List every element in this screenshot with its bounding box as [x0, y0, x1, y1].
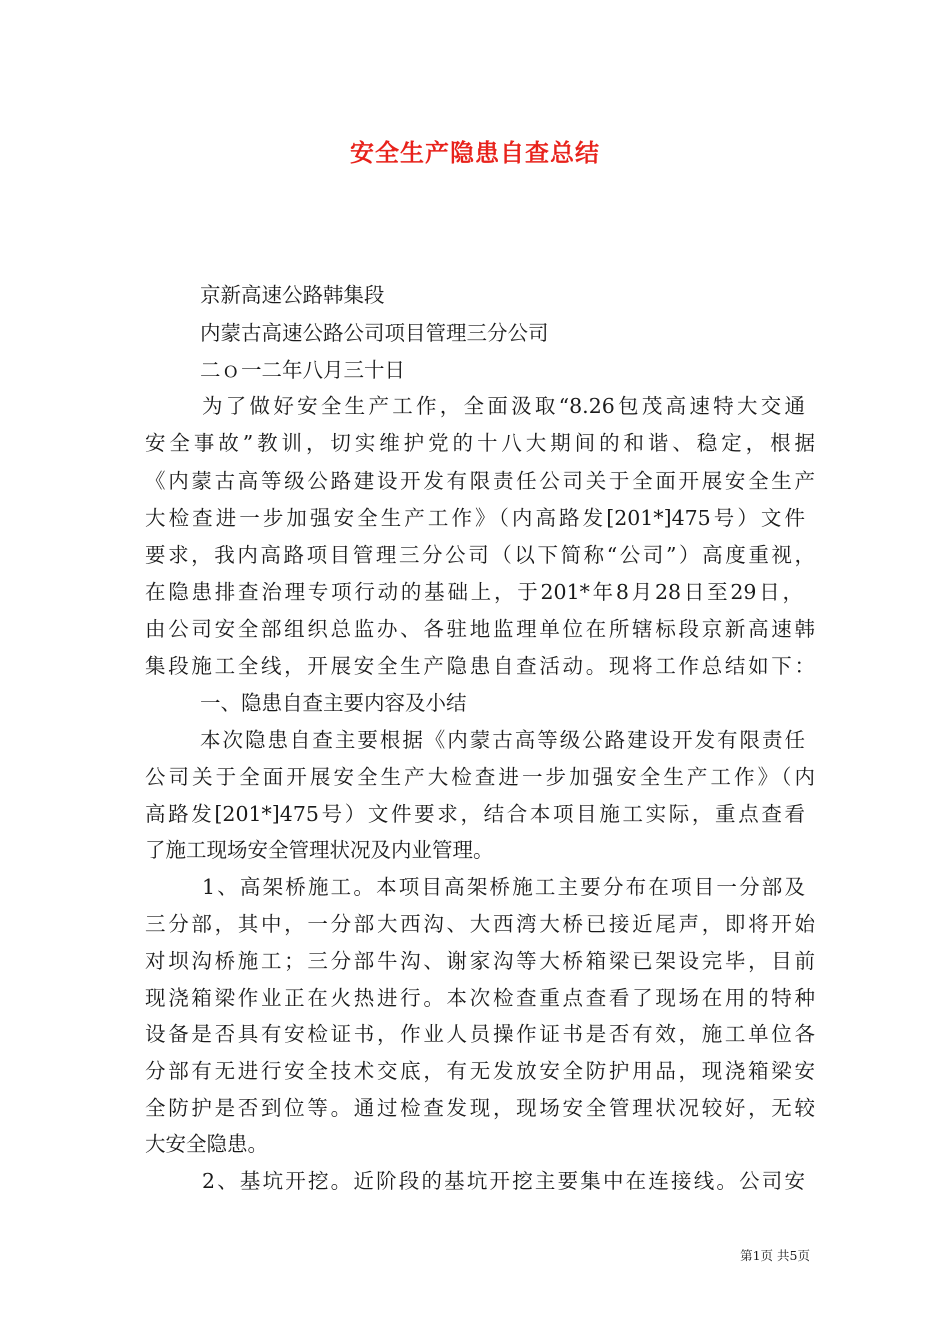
text-line: 高路发[201*]475号）文件要求，结合本项目施工实际，重点查看	[145, 802, 805, 826]
text-line: 2、基坑开挖。近阶段的基坑开挖主要集中在连接线。公司安	[202, 1169, 805, 1193]
text-line: 公司关于全面开展安全生产大检查进一步加强安全生产工作》（内	[145, 765, 815, 789]
text-line: 三分部，其中，一分部大西沟、大西湾大桥已接近尾声，即将开始	[145, 912, 815, 936]
text-line: 由公司安全部组织总监办、各驻地监理单位在所辖标段京新高速韩	[145, 617, 815, 641]
text-line: 集段施工全线，开展安全生产隐患自查活动。现将工作总结如下：	[145, 654, 815, 678]
document-title: 安全生产隐患自查总结	[350, 139, 600, 167]
text-line: 要求，我内高路项目管理三分公司（以下简称“公司”）高度重视，	[145, 543, 815, 567]
text-line: 分部有无进行安全技术交底，有无发放安全防护用品，现浇箱梁安	[145, 1059, 815, 1083]
text-line: 对坝沟桥施工；三分部牛沟、谢家沟等大桥箱梁已架设完毕，目前	[145, 949, 815, 973]
text-line: 在隐患排查治理专项行动的基础上，于201*年8月28日至29日，	[145, 580, 803, 604]
text-line: 大检查进一步加强安全生产工作》（内高路发[201*]475号）文件	[145, 506, 805, 530]
text-line: 全防护是否到位等。通过检查发现，现场安全管理状况较好，无较	[145, 1096, 815, 1120]
text-line: 大安全隐患。	[145, 1132, 268, 1156]
text-line: 本次隐患自查主要根据《内蒙古高等级公路建设开发有限责任	[200, 728, 805, 752]
section-heading: 一、隐患自查主要内容及小结	[200, 691, 467, 715]
text-line: 设备是否具有安检证书，作业人员操作证书是否有效，施工单位各	[145, 1022, 815, 1046]
text-line: 《内蒙古高等级公路建设开发有限责任公司关于全面开展安全生产	[145, 469, 815, 493]
text-line: 安全事故”教训，切实维护党的十八大期间的和谐、稳定，根据	[145, 431, 815, 455]
text-line: 现浇箱梁作业正在火热进行。本次检查重点查看了现场在用的特种	[145, 986, 815, 1010]
text-line-location: 京新高速公路韩集段	[200, 283, 385, 307]
text-line-date: 二ｏ一二年八月三十日	[200, 358, 405, 382]
text-line: 1、高架桥施工。本项目高架桥施工主要分布在项目一分部及	[202, 875, 805, 899]
text-line: 为了做好安全生产工作，全面汲取“8.26包茂高速特大交通	[202, 394, 805, 418]
text-line-organization: 内蒙古高速公路公司项目管理三分公司	[200, 321, 549, 345]
text-line: 了施工现场安全管理状况及内业管理。	[145, 838, 494, 862]
page-number-footer: 第1页 共5页	[740, 1248, 810, 1263]
